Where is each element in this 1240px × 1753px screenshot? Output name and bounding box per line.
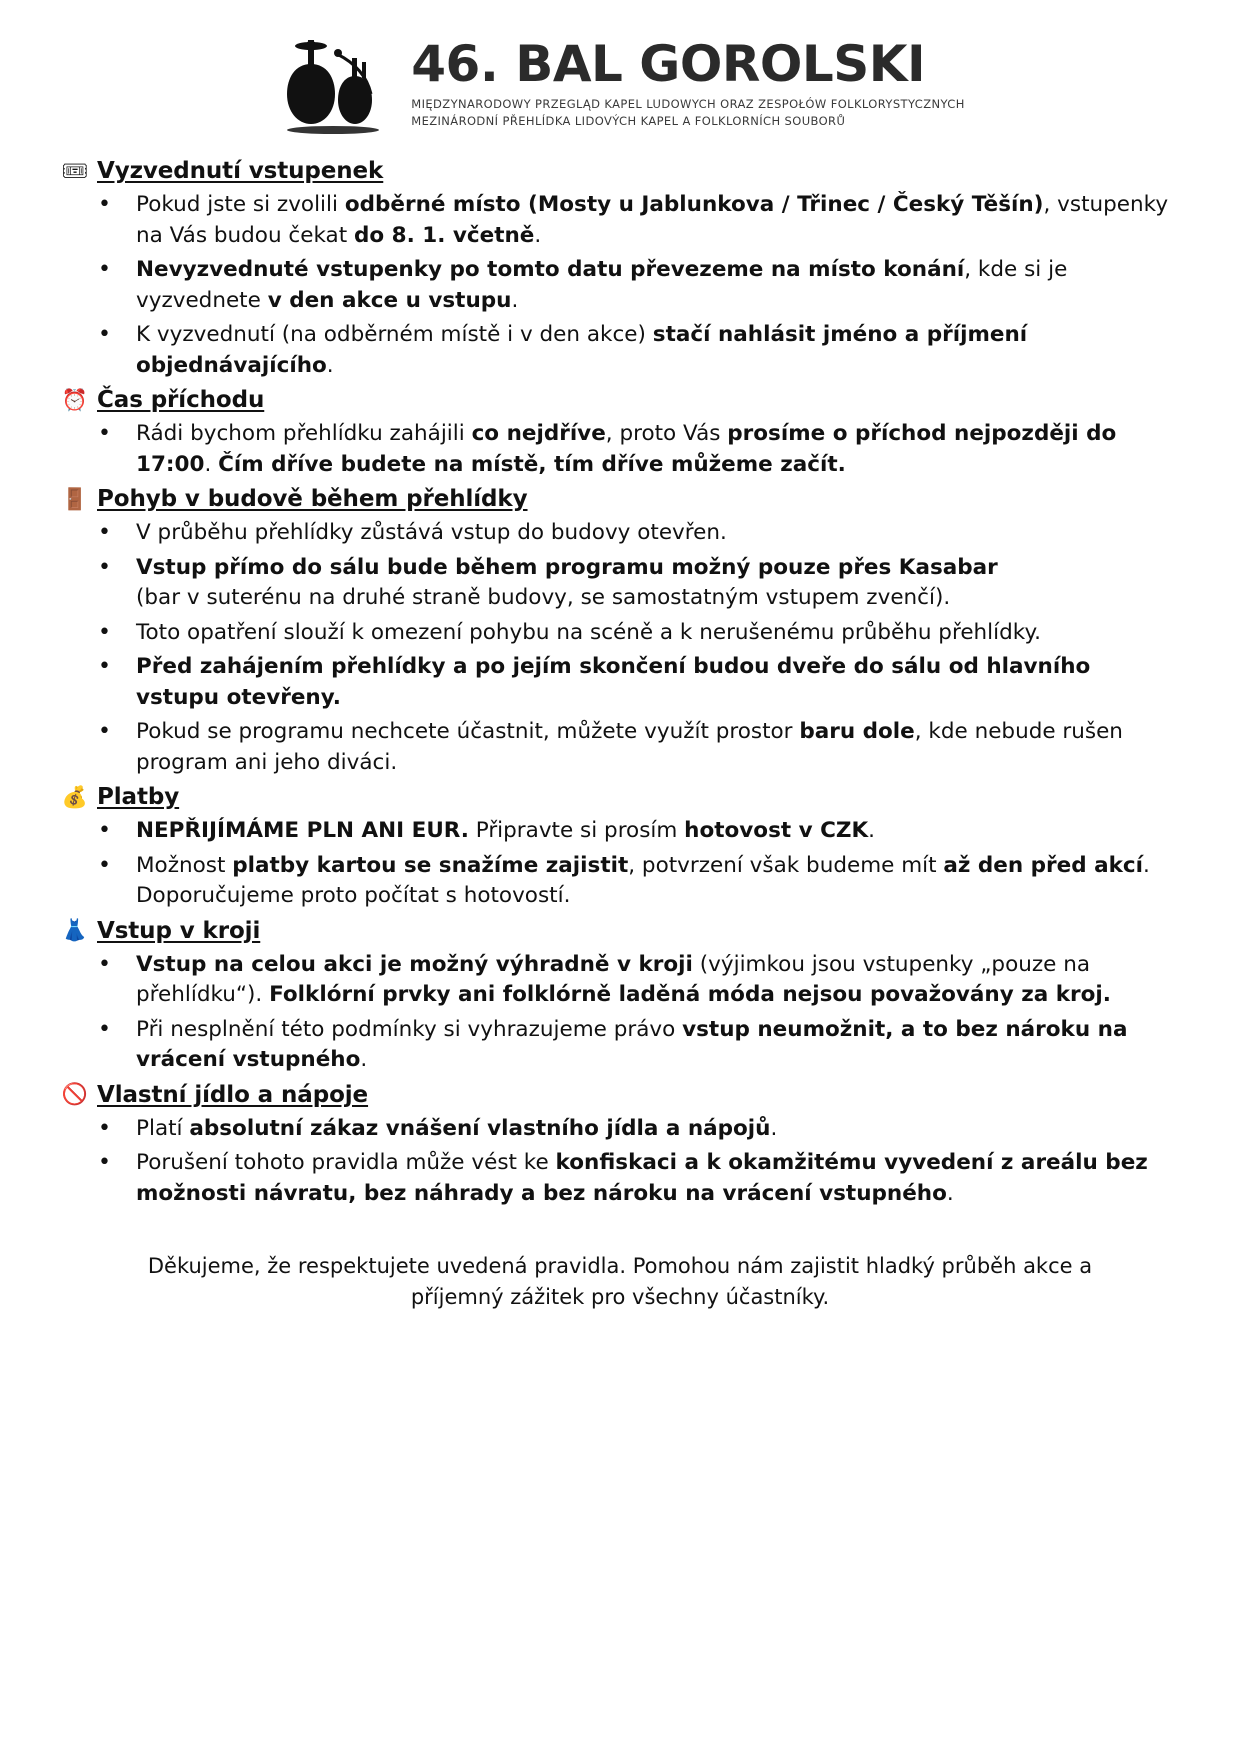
body-text: . <box>360 1047 368 1073</box>
section <box>62 158 1178 381</box>
list-item <box>74 618 1178 649</box>
emphasis-text: stačí nahlásit jméno a příjmení objednávajícího <box>136 322 1028 378</box>
emphasis-text: konfiskaci a k okamžitému vyvedení z areálu bez možnosti návratu, bez náhrady a bez nároku na vrácení vstupného <box>136 1150 1148 1206</box>
list-item <box>74 1148 1178 1209</box>
event-title: 46. BAL GOROLSKI <box>411 34 926 93</box>
prohibited-icon: 🚫 <box>61 1082 89 1107</box>
list-item <box>74 851 1178 912</box>
list-item <box>74 320 1178 381</box>
emphasis-text: Čím dříve budete na místě, tím dříve můžeme začít. <box>218 451 846 477</box>
body-text: . <box>868 818 876 844</box>
door-icon: 🚪 <box>61 486 89 511</box>
bullet-list <box>62 1114 1178 1210</box>
body-text: . <box>534 222 542 248</box>
section-heading <box>62 918 1178 944</box>
section-heading <box>62 158 1178 184</box>
emphasis-text: NEPŘIJÍMÁME PLN ANI EUR. <box>136 818 469 844</box>
event-subtitle-pl: MIĘDZYNARODOWY PRZEGLĄD KAPEL LUDOWYCH ORAZ ZESPOŁÓW FOLKLORYSTYCZNYCH <box>411 96 965 111</box>
body-text: K vyzvednutí (na odběrném místě i v den akce) <box>136 322 653 348</box>
section-heading <box>62 1082 1178 1108</box>
document-content <box>62 158 1178 1209</box>
body-text: Platí <box>136 1115 190 1141</box>
section <box>62 918 1178 1076</box>
body-text: . <box>946 1180 954 1206</box>
emphasis-text: až den před akcí <box>943 852 1144 878</box>
section-heading <box>62 486 1178 512</box>
body-text: Možnost <box>136 852 233 878</box>
event-logo <box>62 18 1178 144</box>
body-text: Toto opatření slouží k omezení pohybu na scéně a k nerušenému průběhu přehlídky. <box>136 619 1041 645</box>
body-text: , potvrzení však budeme mít <box>628 852 944 878</box>
section-title: Čas příchodu <box>97 387 265 414</box>
bullet-list <box>62 816 1178 912</box>
body-text: . <box>770 1115 778 1141</box>
bullet-list <box>62 419 1178 480</box>
emphasis-text: absolutní zákaz vnášení vlastního jídla a nápojů <box>189 1115 771 1141</box>
folk-band-logo-icon <box>275 32 393 136</box>
body-text: , kde nebude rušen program ani jeho diváci. <box>136 719 1123 775</box>
section-heading <box>62 784 1178 810</box>
logo-text-block <box>411 34 965 129</box>
section <box>62 1082 1178 1210</box>
emphasis-text: Před zahájením přehlídky a po jejím skončení budou dveře do sálu od hlavního vstupu otevřeny. <box>136 654 1091 710</box>
list-item <box>74 816 1178 847</box>
emphasis-text: prosíme o příchod nejpozději do 17:00 <box>136 421 1117 477</box>
emphasis-text: vstup neumožnit, a to bez nároku na vrácení vstupného <box>136 1016 1128 1073</box>
body-text: . <box>326 352 334 378</box>
emphasis-text: odběrné místo (Mosty u Jablunkova / Třinec / Český Těšín) <box>344 192 1044 217</box>
emphasis-text: do 8. 1. včetně <box>353 222 535 248</box>
body-text: , vstupenky na Vás budou čekat <box>136 192 1169 248</box>
money-bag-icon: 💰 <box>61 784 89 809</box>
list-item <box>74 717 1178 778</box>
event-subtitle-cz: MEZINÁRODNÍ PŘEHLÍDKA LIDOVÝCH KAPEL A FOLKLORNÍCH SOUBORŮ <box>411 113 846 128</box>
body-text: . <box>204 451 219 477</box>
section-heading <box>62 387 1178 413</box>
section-title: Vlastní jídlo a nápoje <box>97 1081 369 1108</box>
body-text: , proto Vás <box>605 421 728 447</box>
bullet-list <box>62 518 1178 778</box>
body-text: V průběhu přehlídky zůstává vstup do budovy otevřen. <box>136 520 727 546</box>
list-item <box>74 419 1178 480</box>
body-text: (bar v suterénu na druhé straně budovy, se samostatným vstupem zvenčí). <box>136 585 951 611</box>
list-item <box>74 255 1178 316</box>
section-title: Pohyb v budově během přehlídky <box>97 486 528 513</box>
section-title: Vstup v kroji <box>97 917 261 944</box>
emphasis-text: Folklórní prvky ani folklórně laděná móda nejsou považovány za kroj. <box>269 982 1111 1008</box>
emphasis-text: v den akce u vstupu <box>267 287 512 313</box>
section <box>62 387 1178 480</box>
body-text: , kde si je vyzvednete <box>136 257 1068 313</box>
emphasis-text: hotovost v CZK <box>684 818 869 844</box>
body-text: (výjimkou jsou vstupenky „pouze na přehlídku“). <box>136 951 1091 1008</box>
section-title: Vyzvednutí vstupenek <box>97 158 384 184</box>
body-text: . Doporučujeme proto počítat s hotovostí. <box>136 852 1150 909</box>
body-text: Pokud jste si zvolili <box>136 192 345 217</box>
list-item <box>74 553 1178 614</box>
alarm-clock-icon: ⏰ <box>61 387 89 412</box>
emphasis-text: baru dole <box>799 719 915 745</box>
list-item <box>74 652 1178 713</box>
emphasis-text: Vstup na celou akci je možný výhradně v kroji <box>136 951 693 977</box>
emphasis-text: Nevyzvednuté vstupenky po tomto datu převezeme na místo konání <box>136 257 965 283</box>
body-text: Porušení tohoto pravidla může vést ke <box>136 1150 556 1176</box>
section <box>62 486 1178 778</box>
list-item <box>74 950 1178 1011</box>
emphasis-text: co nejdříve <box>471 421 606 447</box>
list-item <box>74 518 1178 549</box>
body-text: Rádi bychom přehlídku zahájili <box>136 421 472 447</box>
emphasis-text: platby kartou se snažíme zajistit <box>232 852 629 878</box>
ticket-icon: 🎟 <box>61 158 89 183</box>
body-text: . <box>511 287 519 313</box>
emphasis-text: Vstup přímo do sálu bude během programu možný pouze přes Kasabar <box>136 554 998 580</box>
bullet-list <box>62 950 1178 1076</box>
section-title: Platby <box>97 784 180 811</box>
list-item <box>74 1015 1178 1076</box>
list-item <box>74 1114 1178 1145</box>
footer-note: Děkujeme, že respektujete uvedená pravidla. Pomohou nám zajistit hladký průběh akce a příjemný zážitek pro všechny účastníky. <box>147 1254 1093 1309</box>
list-item <box>74 190 1178 251</box>
body-text: Při nesplnění této podmínky si vyhrazujeme právo <box>136 1016 683 1042</box>
body-text: Pokud se programu nechcete účastnit, můžete využít prostor <box>136 719 800 745</box>
bullet-list <box>62 190 1178 381</box>
dress-icon: 👗 <box>61 918 89 943</box>
body-text: Připravte si prosím <box>468 818 685 844</box>
section <box>62 784 1178 912</box>
